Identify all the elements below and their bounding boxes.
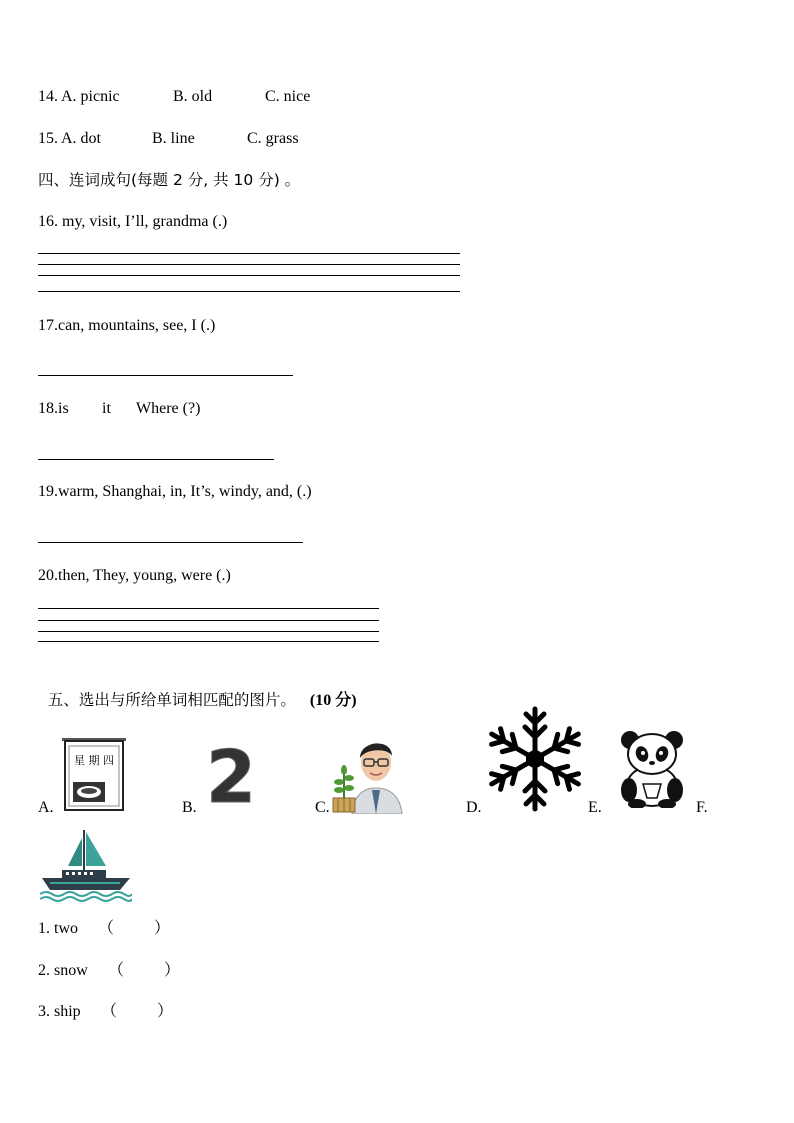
matching-word-1: 1. two bbox=[38, 920, 78, 937]
answer-line-16d[interactable] bbox=[38, 291, 460, 292]
q14-option-a: A. picnic bbox=[61, 88, 120, 105]
q18-word-2: it bbox=[102, 400, 111, 417]
question-17: 17.can, mountains, see, I (.) bbox=[38, 317, 216, 334]
q18-word-3: Where (?) bbox=[136, 400, 201, 417]
q15-option-c: C. grass bbox=[247, 130, 299, 147]
q15-option-a: A. dot bbox=[61, 130, 101, 147]
number-two-text: 2 bbox=[205, 742, 257, 808]
answer-line-19[interactable] bbox=[38, 542, 303, 543]
number-two-icon bbox=[202, 742, 260, 808]
question-19: 19.warm, Shanghai, in, It’s, windy, and, (.) bbox=[38, 483, 312, 500]
picture-label-d: D. bbox=[466, 799, 482, 816]
question-16: 16. my, visit, I’ll, grandma (.) bbox=[38, 213, 228, 230]
section-5-title-text: 五、选出与所给单词相匹配的图片。 bbox=[47, 691, 296, 709]
section-4-title: 四、连词成句(每题 2 分, 共 10 分) 。 bbox=[38, 171, 301, 189]
section-5-title bbox=[38, 670, 357, 711]
matching-answer-blank-2[interactable]: （ ） bbox=[108, 962, 181, 979]
ship-icon bbox=[40, 826, 132, 902]
snowflake-icon bbox=[485, 705, 585, 813]
q14-number: 14. bbox=[38, 88, 58, 105]
q14-option-b: B. old bbox=[173, 88, 213, 105]
answer-line-17[interactable] bbox=[38, 375, 293, 376]
section-5-score: (10 分) bbox=[309, 692, 357, 709]
picture-label-f: F. bbox=[696, 799, 708, 816]
answer-line-20d[interactable] bbox=[38, 641, 379, 642]
q18-word-1: 18.is bbox=[38, 400, 69, 417]
picture-label-a: A. bbox=[38, 799, 54, 816]
panda-icon bbox=[617, 728, 687, 808]
picture-label-e: E. bbox=[588, 799, 602, 816]
matching-answer-blank-3[interactable]: （ ） bbox=[101, 1003, 174, 1020]
answer-line-18[interactable] bbox=[38, 459, 274, 460]
answer-line-20a[interactable] bbox=[38, 608, 379, 609]
q15-option-b: B. line bbox=[152, 130, 195, 147]
answer-line-20c[interactable] bbox=[38, 631, 379, 632]
matching-word-3: 3. ship bbox=[38, 1003, 81, 1020]
matching-word-2: 2. snow bbox=[38, 962, 88, 979]
q14-option-c: C. nice bbox=[265, 88, 311, 105]
answer-line-20b[interactable] bbox=[38, 620, 379, 621]
doctor-icon bbox=[330, 732, 412, 814]
picture-label-b: B. bbox=[182, 799, 197, 816]
q15-number: 15. bbox=[38, 130, 58, 147]
answer-line-16c[interactable] bbox=[38, 275, 460, 276]
answer-line-16a[interactable] bbox=[38, 253, 460, 254]
question-20: 20.then, They, young, were (.) bbox=[38, 567, 231, 584]
picture-label-c: C. bbox=[315, 799, 330, 816]
calendar-weekday-text: 星 期 四 bbox=[74, 754, 114, 767]
matching-answer-blank-1[interactable]: （ ） bbox=[98, 920, 171, 937]
answer-line-16b[interactable] bbox=[38, 264, 460, 265]
calendar-icon bbox=[61, 736, 127, 812]
